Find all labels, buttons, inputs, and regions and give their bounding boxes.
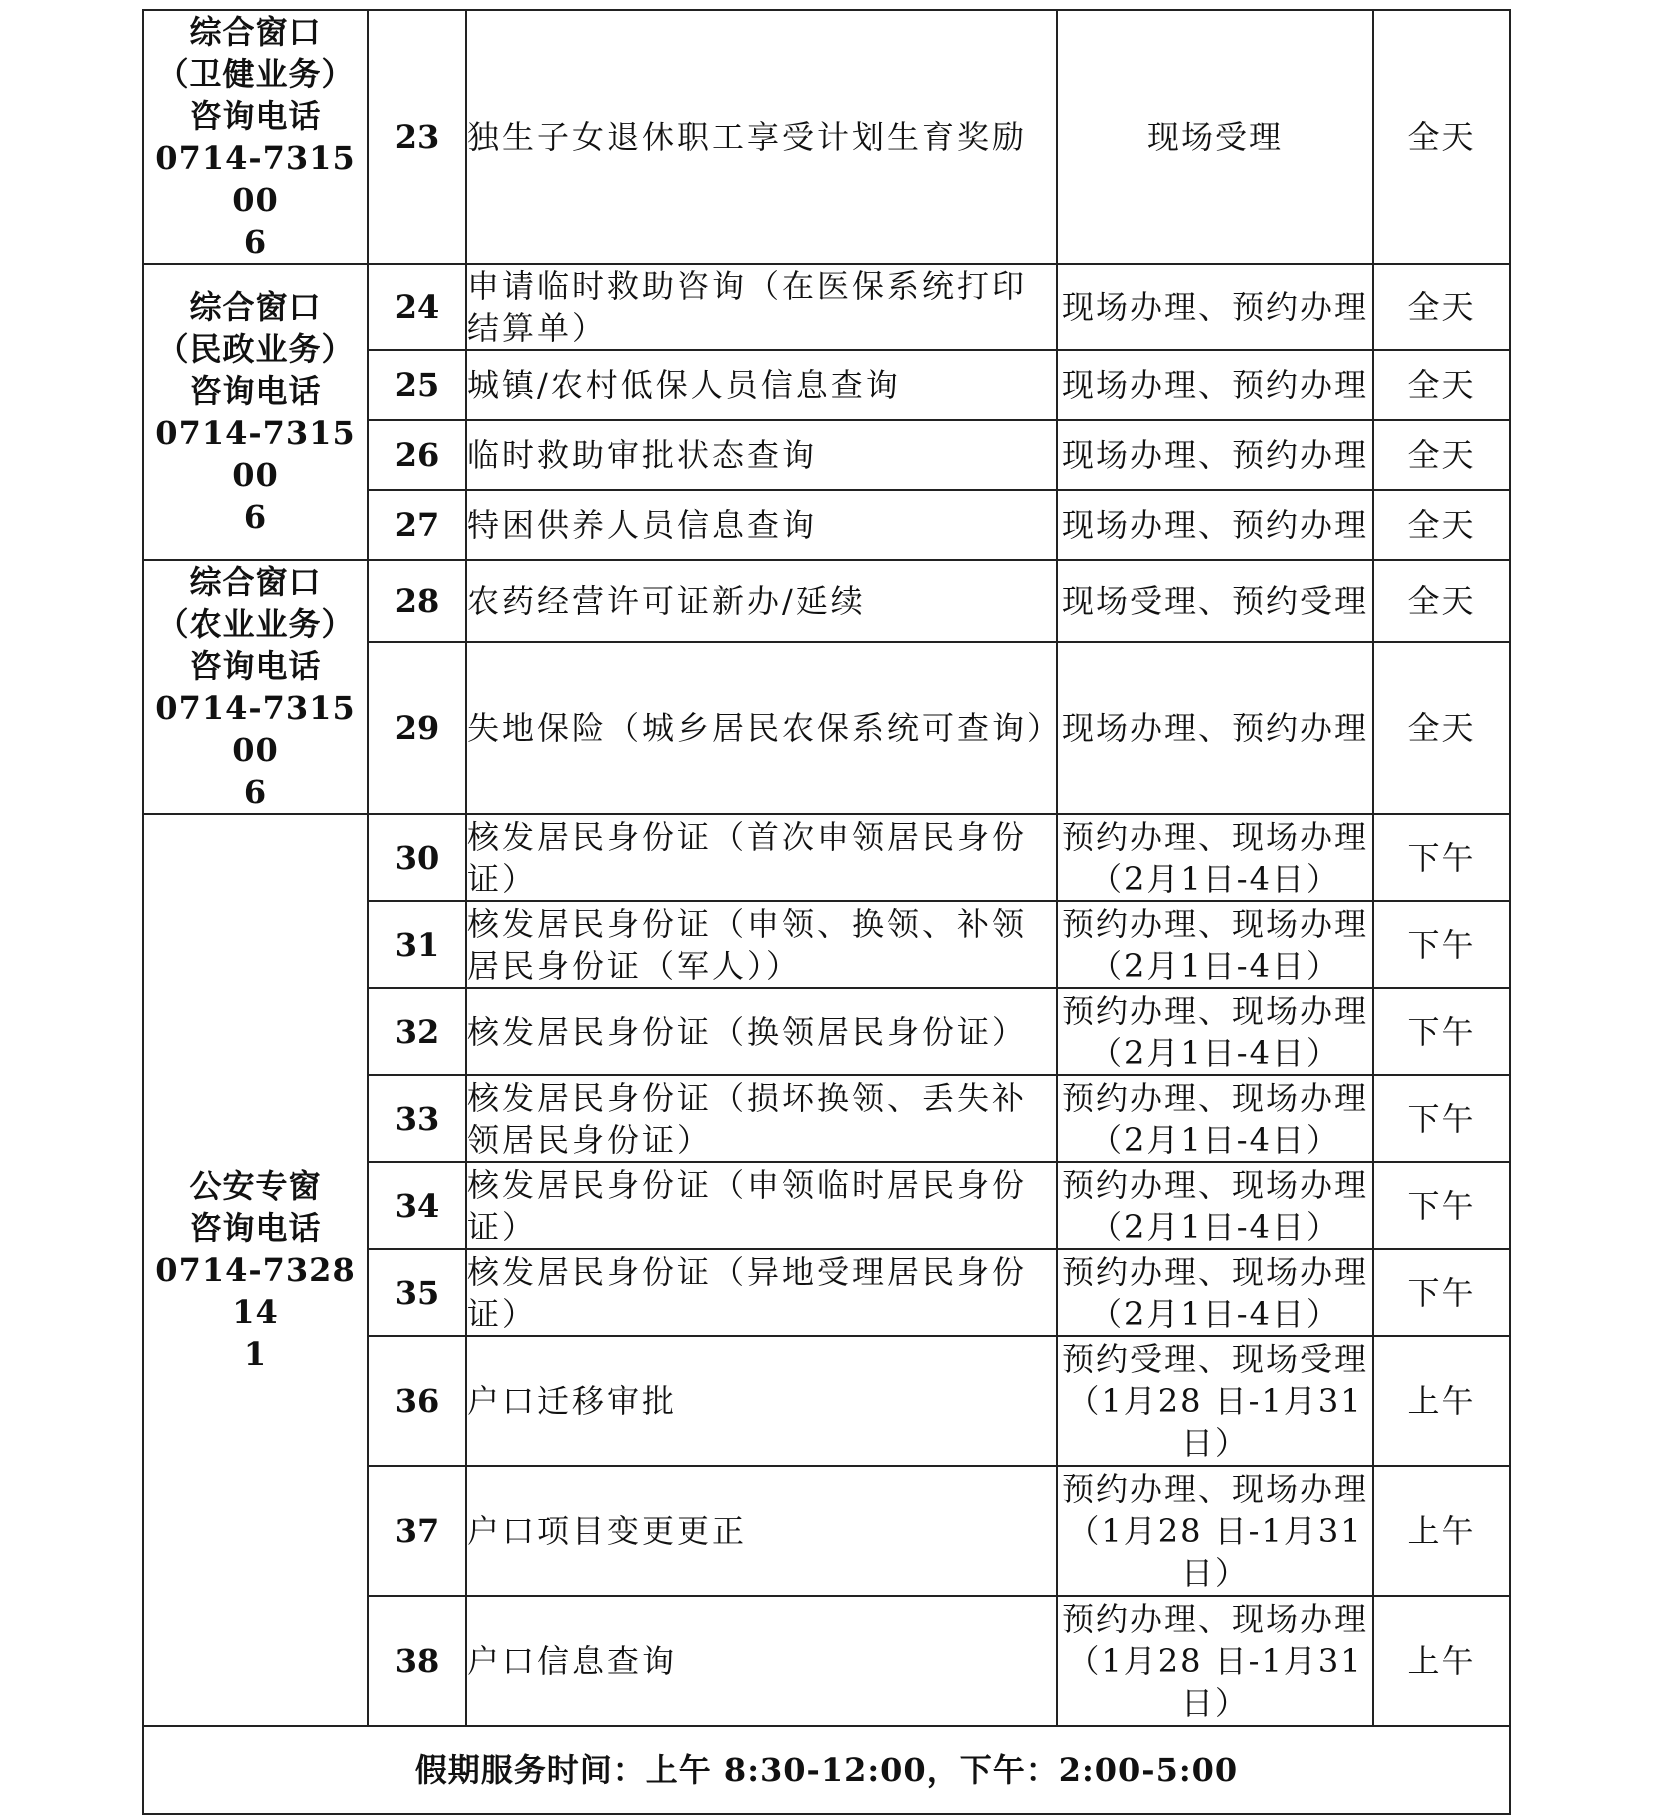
item-name: 核发居民身份证（申领临时居民身份证） (466, 1162, 1057, 1249)
window-line: 咨询电话 (189, 647, 322, 685)
service-time: 上午 (1373, 1596, 1510, 1726)
item-name: 核发居民身份证（首次申领居民身份证） (466, 814, 1057, 901)
handling-mode-line: （2月1日-4日） (1090, 1294, 1340, 1333)
window-line: 0714-732814 (155, 1251, 356, 1331)
handling-mode (1057, 901, 1373, 988)
handling-mode-line: 预约办理、现场办理 (1061, 1470, 1368, 1508)
handling-mode (1057, 264, 1373, 350)
handling-mode (1057, 1162, 1373, 1249)
item-number: 29 (368, 642, 466, 814)
window-line: 6 (243, 498, 268, 536)
handling-mode-line: 预约办理、现场办理 (1061, 1252, 1368, 1291)
item-name: 失地保险（城乡居民农保系统可查询） (466, 642, 1057, 814)
handling-mode (1057, 988, 1373, 1075)
window-line: 0714-731500 (155, 689, 356, 769)
handling-mode-line: 预约办理、现场办理 (1061, 817, 1368, 856)
handling-mode-line: 预约办理、现场办理 (1061, 1165, 1368, 1204)
window-line: （卫健业务） (156, 55, 355, 93)
handling-mode-line: 预约办理、现场办理 (1061, 1600, 1368, 1638)
table-row (143, 264, 1510, 350)
window-line: 咨询电话 (189, 372, 322, 410)
handling-mode-line: 预约受理、现场受理 (1061, 1340, 1368, 1378)
window-line: （农业业务） (156, 605, 355, 643)
handling-mode-line: 现场办理、预约办理 (1061, 366, 1368, 404)
window-line: 综合窗口 (189, 288, 322, 326)
item-number: 28 (368, 560, 466, 642)
item-number: 26 (368, 420, 466, 490)
item-name: 户口迁移审批 (466, 1336, 1057, 1466)
handling-mode-line: （1月28 日-1月31 (1067, 1382, 1363, 1420)
item-number: 32 (368, 988, 466, 1075)
handling-mode-line: 现场受理、预约受理 (1061, 582, 1368, 621)
item-number: 33 (368, 1075, 466, 1162)
window-cell (143, 560, 368, 814)
window-cell (143, 10, 368, 264)
handling-mode-line: 现场办理、预约办理 (1061, 288, 1368, 326)
service-time: 上午 (1373, 1336, 1510, 1466)
service-time: 下午 (1373, 1162, 1510, 1249)
handling-mode (1057, 1249, 1373, 1336)
window-line: 0714-731500 (155, 414, 356, 494)
service-time: 下午 (1373, 1249, 1510, 1336)
service-time: 全天 (1373, 350, 1510, 420)
handling-mode-line: 日） (1180, 1684, 1249, 1722)
table-row (143, 814, 1510, 901)
service-time: 下午 (1373, 901, 1510, 988)
item-name: 核发居民身份证（换领居民身份证） (466, 988, 1057, 1075)
handling-mode-line: 预约办理、现场办理 (1061, 904, 1368, 943)
handling-mode-line: （1月28 日-1月31 (1067, 1642, 1363, 1680)
handling-mode (1057, 642, 1373, 814)
window-line: 0714-731500 (155, 139, 356, 219)
service-time: 全天 (1373, 490, 1510, 560)
item-name: 临时救助审批状态查询 (466, 420, 1057, 490)
item-name: 城镇/农村低保人员信息查询 (466, 350, 1057, 420)
service-time: 下午 (1373, 1075, 1510, 1162)
service-time: 全天 (1373, 642, 1510, 814)
window-line: 1 (243, 1335, 268, 1373)
item-number: 23 (368, 10, 466, 264)
handling-mode-line: （2月1日-4日） (1090, 1207, 1340, 1246)
window-line: 6 (243, 773, 268, 811)
handling-mode-line: （2月1日-4日） (1090, 1033, 1340, 1072)
item-number: 25 (368, 350, 466, 420)
item-number: 34 (368, 1162, 466, 1249)
item-name: 核发居民身份证（异地受理居民身份证） (466, 1249, 1057, 1336)
service-time: 下午 (1373, 988, 1510, 1075)
window-line: （民政业务） (156, 330, 355, 368)
item-name: 特困供养人员信息查询 (466, 490, 1057, 560)
item-name: 独生子女退休职工享受计划生育奖励 (466, 10, 1057, 264)
handling-mode-line: 预约办理、现场办理 (1061, 1078, 1368, 1117)
handling-mode-line: （2月1日-4日） (1090, 859, 1340, 898)
item-name: 户口信息查询 (466, 1596, 1057, 1726)
window-cell (143, 814, 368, 1726)
handling-mode-line: （1月28 日-1月31 (1067, 1512, 1363, 1550)
service-time: 全天 (1373, 10, 1510, 264)
item-number: 24 (368, 264, 466, 350)
service-table-body (143, 10, 1510, 1726)
window-cell (143, 264, 368, 560)
table-row (143, 560, 1510, 642)
handling-mode (1057, 420, 1373, 490)
window-line: 综合窗口 (189, 563, 322, 601)
handling-mode (1057, 10, 1373, 264)
handling-mode-line: （2月1日-4日） (1090, 946, 1340, 985)
window-line: 综合窗口 (189, 13, 322, 51)
item-name: 农药经营许可证新办/延续 (466, 560, 1057, 642)
item-number: 37 (368, 1466, 466, 1596)
handling-mode-line: 现场办理、预约办理 (1061, 436, 1368, 474)
handling-mode (1057, 350, 1373, 420)
item-number: 30 (368, 814, 466, 901)
item-name: 户口项目变更更正 (466, 1466, 1057, 1596)
service-time: 全天 (1373, 264, 1510, 350)
service-time: 上午 (1373, 1466, 1510, 1596)
handling-mode (1057, 814, 1373, 901)
service-time: 下午 (1373, 814, 1510, 901)
service-time: 全天 (1373, 420, 1510, 490)
item-name: 申请临时救助咨询（在医保系统打印结算单） (466, 264, 1057, 350)
window-line: 咨询电话 (189, 97, 322, 135)
handling-mode-line: 现场受理 (1146, 118, 1283, 156)
handling-mode (1057, 560, 1373, 642)
handling-mode-line: 日） (1180, 1554, 1249, 1592)
handling-mode-line: （2月1日-4日） (1090, 1120, 1340, 1159)
item-number: 35 (368, 1249, 466, 1336)
handling-mode (1057, 1596, 1373, 1726)
item-number: 31 (368, 901, 466, 988)
handling-mode (1057, 490, 1373, 560)
handling-mode-line: 现场办理、预约办理 (1061, 709, 1368, 748)
service-time: 全天 (1373, 560, 1510, 642)
footer-row (143, 1726, 1510, 1814)
handling-mode (1057, 1336, 1373, 1466)
window-line: 6 (243, 223, 268, 261)
handling-mode-line: 现场办理、预约办理 (1061, 506, 1368, 544)
handling-mode-line: 日） (1180, 1424, 1249, 1462)
table-row (143, 10, 1510, 264)
handling-mode (1057, 1075, 1373, 1162)
service-table (142, 9, 1511, 1815)
window-line: 公安专窗 (189, 1167, 322, 1205)
item-number: 36 (368, 1336, 466, 1466)
handling-mode-line: 预约办理、现场办理 (1061, 991, 1368, 1030)
item-name: 核发居民身份证（损坏换领、丢失补领居民身份证） (466, 1075, 1057, 1162)
service-hours-note: 假期服务时间：上午 8:30-12:00，下午：2:00-5:00 (143, 1726, 1510, 1814)
item-number: 38 (368, 1596, 466, 1726)
handling-mode (1057, 1466, 1373, 1596)
window-line: 咨询电话 (189, 1209, 322, 1247)
item-name: 核发居民身份证（申领、换领、补领居民身份证（军人）） (466, 901, 1057, 988)
item-number: 27 (368, 490, 466, 560)
